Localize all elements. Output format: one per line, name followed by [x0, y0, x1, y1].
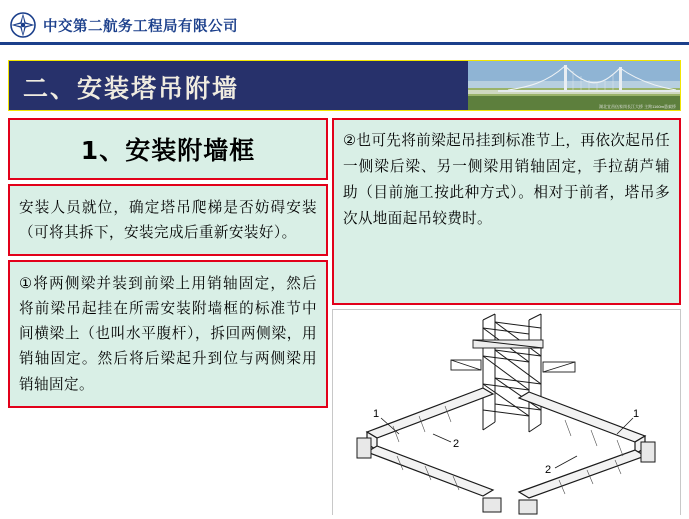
left-heading-text: 1、安装附墙框	[80, 136, 256, 165]
header-divider	[0, 42, 689, 45]
left-paragraph-2: ①将两侧梁并装到前梁上用销轴固定，然后将前梁吊起挂在所需安装附墙框的标准节中间横梁上（也叫水平腹杆），拆回两侧梁，用销轴固定。然后将后梁起升到位与两侧梁用销轴固定。	[19, 275, 317, 393]
left-paragraph-2-box	[8, 260, 328, 407]
left-column	[8, 118, 328, 408]
compass-star-icon	[10, 12, 36, 38]
bridge-photo	[468, 61, 680, 110]
figure-callout-1-right: 1	[633, 408, 640, 420]
section-title-band	[8, 60, 681, 111]
tower-crane-attachment-frame-diagram	[332, 309, 681, 519]
left-heading-box	[8, 118, 328, 180]
figure-callout-2-left: 2	[453, 438, 460, 450]
figure-callout-2-right: 2	[545, 464, 552, 476]
left-paragraph-1: 安装人员就位，确定塔吊爬梯是否妨碍安装（可将其拆下，安装完成后重新安装好）。	[19, 199, 317, 242]
company-name: 中交第二航务工程局有限公司	[43, 18, 238, 35]
slide-header	[0, 8, 689, 44]
right-paragraph-1: ②也可先将前梁起吊挂到标准节上，再依次起吊任一侧梁后梁、另一侧梁用销轴固定，手拉葫芦辅助（目前施工按此种方式）。相对于前者，塔吊多次从地面起吊较费时。	[332, 118, 681, 305]
slide-bottom-edge	[0, 515, 689, 519]
right-column	[332, 118, 681, 519]
left-paragraph-1-box	[8, 184, 328, 256]
figure-callout-1-left: 1	[373, 408, 380, 420]
photo-caption: 湖北宜昌伍家岗长江大桥 主跨1160m悬索桥	[598, 104, 676, 109]
page-title: 二、安装塔吊附墙	[23, 74, 240, 103]
